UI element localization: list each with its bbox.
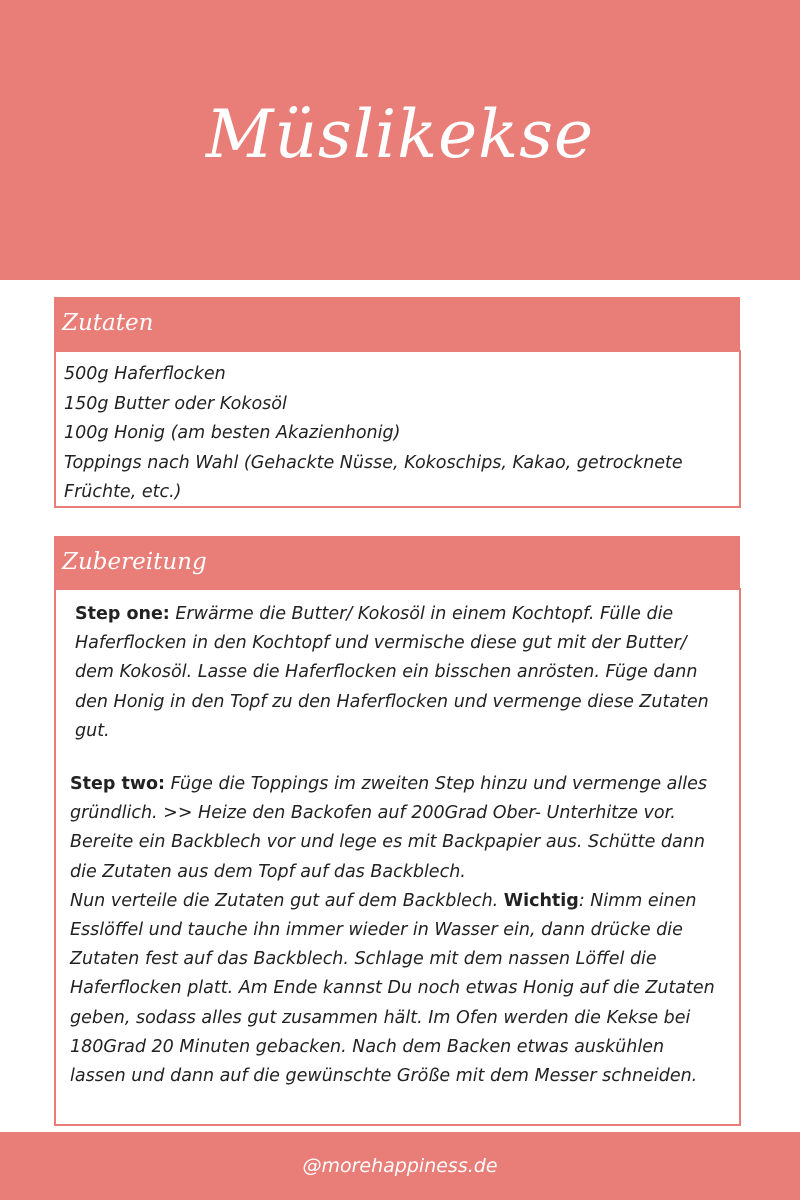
footer-handle: @morehappiness.de <box>302 1155 498 1177</box>
step-two-text-3: : Nimm einen Esslöffel und tauche ihn immer wieder in Wasser ein, dann drücke die Zutaten fest auf das Backblech. Schlage mit dem nassen Löffel die Haferflocken platt. Am Ende kannst Du noch etwas Honig auf die Zutaten geben, sodass alles gut zusammen hält. Im Ofen werden die Kekse bei 180Grad 20 Minuten gebacken. Nach dem Backen etwas auskühlen lassen und dann auf die gewünschte Größe mit dem Messer schneiden. <box>70 890 715 1087</box>
ingredients-heading: Zutaten <box>54 297 740 350</box>
ingredients-box <box>54 350 741 508</box>
ingredient-item: 100g Honig (am besten Akazienhonig) <box>64 423 401 443</box>
step-two-text-2: Nun verteile die Zutaten gut auf dem Backblech. <box>70 890 504 911</box>
page-title: Müslikekse <box>205 96 595 173</box>
step-one-label: Step one: <box>75 604 170 624</box>
footer-banner <box>0 1132 800 1200</box>
step-one-text: Erwärme die Butter/ Kokosöl in einem Kochtopf. Fülle die Haferflocken in den Kochtopf und vermische diese gut mit der Butter/ dem Kokosöl. Lasse die Haferflocken ein bisschen anrösten. Füge dann den Honig in den Topf zu den Haferflocken und vermenge diese Zutaten gut. <box>75 604 709 741</box>
preparation-box <box>54 588 741 1126</box>
important-label: Wichtig <box>503 890 579 911</box>
step-two-label: Step two: <box>70 774 166 795</box>
step-two-continuation <box>70 887 725 1091</box>
ingredient-item: Toppings nach Wahl (Gehackte Nüsse, Kokoschips, Kakao, getrocknete Früchte, etc.) <box>64 452 683 502</box>
ingredient-item: 500g Haferflocken <box>64 364 226 384</box>
header-banner <box>0 0 800 280</box>
preparation-heading: Zubereitung <box>54 536 740 588</box>
ingredient-item: 150g Butter oder Kokosöl <box>64 393 287 414</box>
step-one-paragraph <box>70 600 725 746</box>
step-two-text: Füge die Toppings im zweiten Step hinzu und vermenge alles gründlich. >> Heize den Backofen auf 200Grad Ober- Unterhitze vor. Bereite ein Backblech vor und lege es mit Backpapier aus. Schütte dann die Zutaten aus dem Topf auf das Backblech. <box>70 774 707 882</box>
step-two-paragraph <box>70 770 725 887</box>
